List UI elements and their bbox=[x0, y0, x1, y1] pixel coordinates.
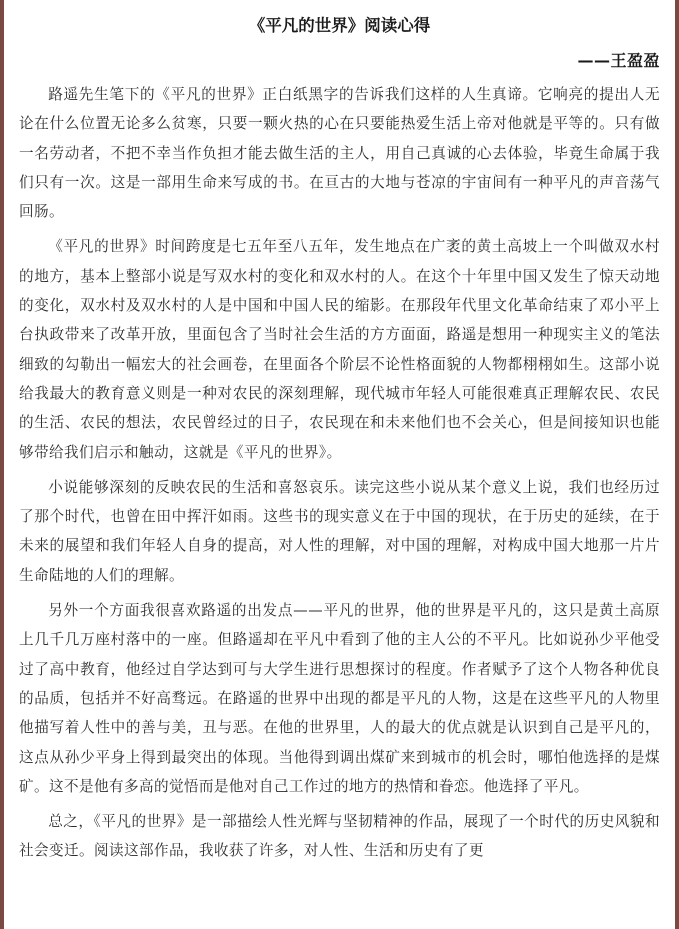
right-border bbox=[675, 0, 679, 929]
left-border bbox=[0, 0, 4, 929]
paragraph-4: 另外一个方面我很喜欢路遥的出发点——平凡的世界，他的世界是平凡的，这只是黄土高原上几千几万座村落中的一座。但路遥却在平凡中看到了他的主人公的不平凡。比如说孙少平他受过了高中教育，他经过自学达到可与大学生进行思想探讨的程度。作者赋予了这个人物各种优良的品质，包括并不好高骛远。在路遥的世界中出现的都是平凡的人物，这是在这些平凡的人物里他描写着人性中的善与美，丑与恶。在他的世界里，人的最大的优点就是认识到自己是平凡的，这点从孙少平身上得到最突出的体现。当他得到调出煤矿来到城市的机会时，哪怕他选择的是煤矿。这不是他有多高的觉悟而是他对自己工作过的地方的热情和眷恋。他选择了平凡。 bbox=[19, 602, 660, 795]
paragraph-2: 《平凡的世界》时间跨度是七五年至八五年，发生地点在广袤的黄土高坡上一个叫做双水村的地方，基本上整部小说是写双水村的变化和双水村的人。在这个十年里中国又发生了惊天动地的变化，双水村及双水村的人是中国和中国人民的缩影。在那段年代里文化革命结束了邓小平上台执政带来了改革开放，里面包含了当时社会生活的方方面面，路遥是想用一种现实主义的笔法细致的勾勒出一幅宏大的社会画卷，在里面各个阶层不论性格面貌的人物都栩栩如生。这部小说给我最大的教育意义则是一种对农民的深刻理解，现代城市年轻人可能很难真正理解农民、农民的生活、农民的想法，农民曾经过的日子，农民现在和未来他们也不会关心，但是间接知识也能够带给我们启示和触动，这就是《平凡的世界》。 bbox=[19, 238, 660, 461]
article-author: ——王盈盈 bbox=[577, 51, 660, 70]
paragraph-1: 路遥先生笔下的《平凡的世界》正白纸黑字的告诉我们这样的人生真谛。它响亮的提出人无论在什么位置无论多么贫寒，只要一颗火热的心在只要能热爱生活上帝对他就是平等的。只有做一名劳动者，不把不幸当作负担才能去做生活的主人，用自己真诚的心去体验，毕竟生命属于我们只有一次。这是一部用生命来写成的书。在亘古的大地与苍凉的宇宙间有一种平凡的声音荡气回肠。 bbox=[19, 86, 660, 221]
article-title: 《平凡的世界》阅读心得 bbox=[248, 16, 431, 35]
paragraph-5: 总之，《平凡的世界》是一部描绘人性光辉与坚韧精神的作品，展现了一个时代的历史风貌和社会变迁。阅读这部作品，我收获了许多，对人性、生活和历史有了更 bbox=[19, 813, 660, 860]
paragraph-3: 小说能够深刻的反映农民的生活和喜怒哀乐。读完这些小说从某个意义上说，我们也经历过了那个时代，也曾在田中挥汗如雨。这些书的现实意义在于中国的现状，在于历史的延续，在于未来的展望和我们年轻人自身的提高，对人性的理解，对中国的理解，对构成中国大地那一片片生命陆地的人们的理解。 bbox=[19, 478, 660, 584]
article-body bbox=[19, 0, 660, 872]
